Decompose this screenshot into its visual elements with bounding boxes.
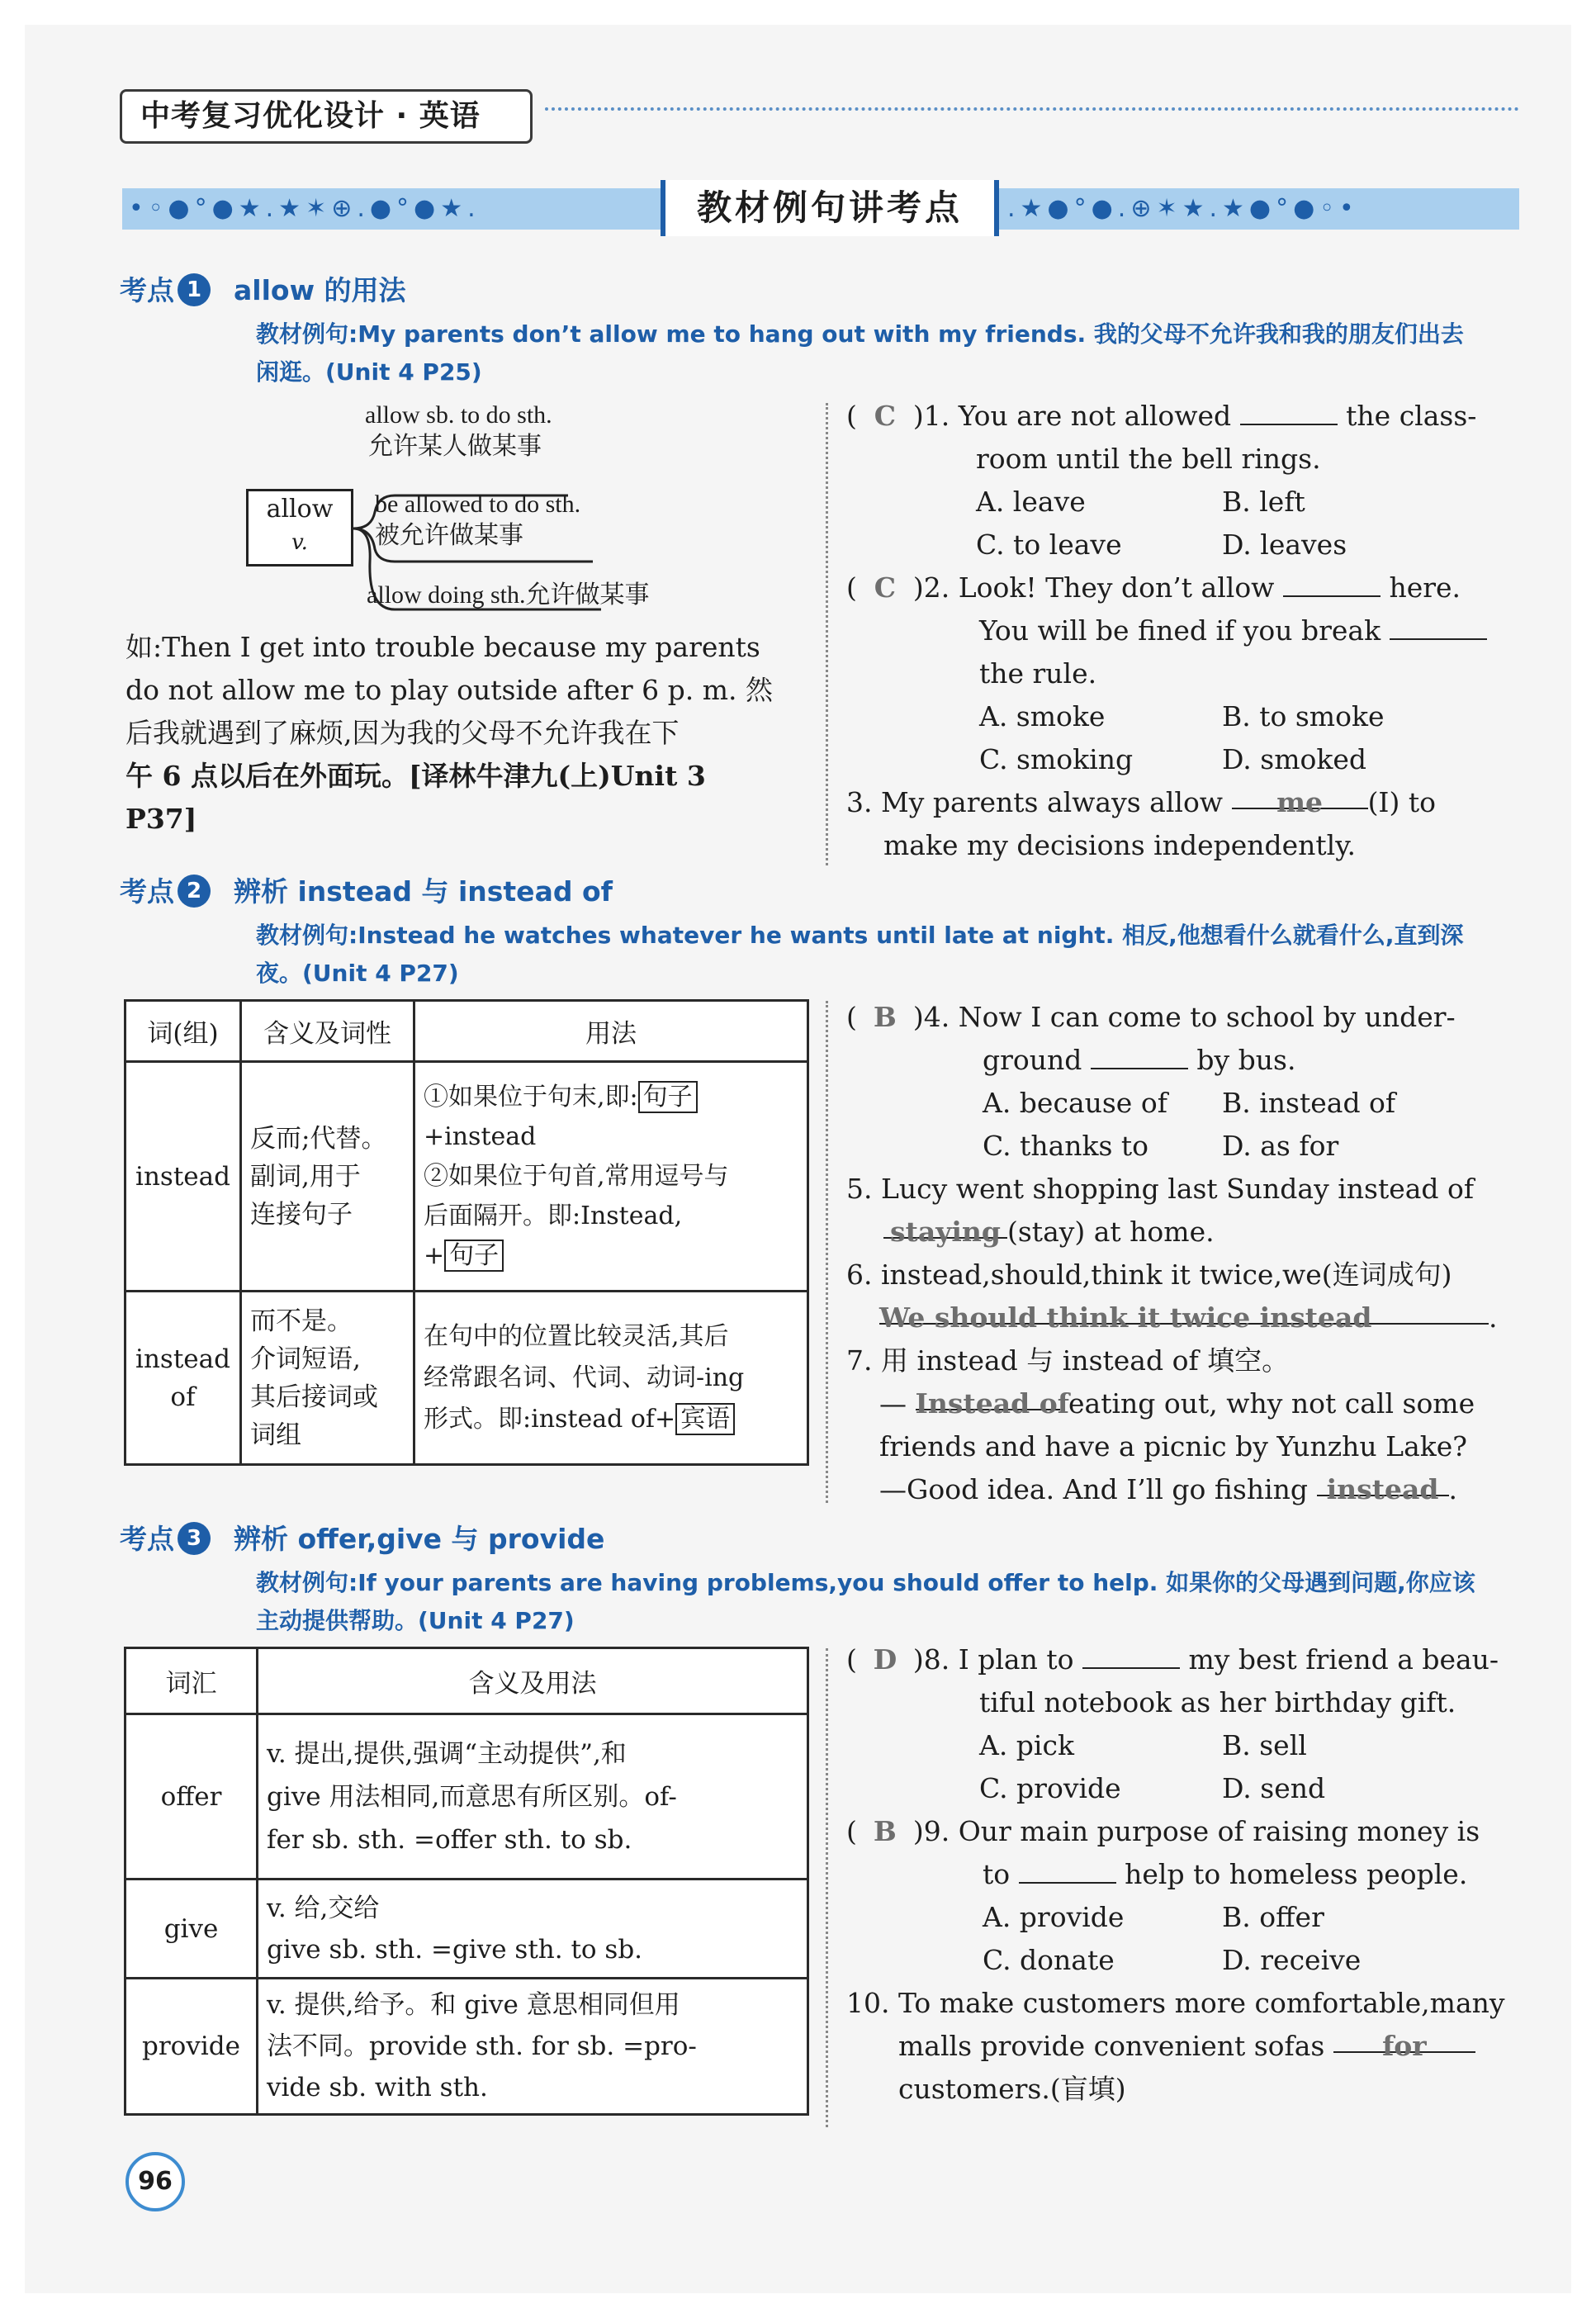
offer-usage: v. 提出,提供,强调“主动提供”,和 give 用法相同,而意思有所区别。of- fer sb. sth. =offer sth. to sb. bbox=[258, 1714, 808, 1880]
q4-row2: ground by bus. bbox=[983, 1039, 1295, 1082]
instead-meaning: 反而;代替。 副词,用于 连接句子 bbox=[241, 1062, 414, 1292]
q1-row2: room until the bell rings. bbox=[976, 443, 1321, 475]
instead-table-row bbox=[126, 1062, 808, 1292]
q8-blank bbox=[1082, 1641, 1180, 1669]
q1-row1: ( C )1. You are not allowed the class- bbox=[846, 395, 1476, 438]
section1-note-line3: 后我就遇到了麻烦,因为我的父母不允许我在下 bbox=[126, 717, 680, 749]
q6-row2: We should think it twice instead . bbox=[879, 1296, 1498, 1339]
section3-column-divider bbox=[826, 1648, 828, 2127]
q9-answer: B bbox=[873, 1815, 897, 1847]
q10-row1: 10. To make customers more comfortable,many bbox=[846, 1987, 1505, 2019]
q5-answer: staying bbox=[883, 1211, 1007, 1239]
q2-option-d: D. smoked bbox=[1222, 743, 1367, 775]
section2-example-line2: 夜。(Unit 4 P27) bbox=[256, 960, 459, 987]
q2-blank1 bbox=[1283, 569, 1381, 597]
instead-of-word: instead of bbox=[126, 1292, 241, 1465]
q4-answer: B bbox=[873, 1001, 897, 1033]
book-title: 中考复习优化设计 · 英语 bbox=[140, 99, 481, 133]
allow-root-pos: v. bbox=[291, 530, 308, 555]
q8-row1: ( D )8. I plan to my best friend a beau- bbox=[846, 1638, 1499, 1681]
instead-of-usage: 在句中的位置比较灵活,其后 经常跟名词、代词、动词-ing 形式。即:instead of+ 宾语 bbox=[414, 1292, 808, 1465]
page-number: 96 bbox=[126, 2152, 185, 2211]
banner-right-decoration: .★●°●.⊕✶★.★●°●◦• bbox=[999, 188, 1519, 230]
q3-row2: make my decisions independently. bbox=[883, 829, 1356, 861]
q3-row1: 3. My parents always allow me (I) to bbox=[846, 781, 1436, 824]
allow-branch3: allow doing sth.允许做某事 bbox=[367, 581, 650, 609]
provide-usage: v. 提供,给予。和 give 意思相同但用 法不同。provide sth. for sb. =pro- vide sb. with sth. bbox=[258, 1979, 808, 2115]
section2-title: 辨析 instead 与 instead of bbox=[234, 875, 613, 908]
instead-table-header-meaning: 含义及词性 bbox=[241, 1001, 414, 1062]
section2-column-divider bbox=[826, 1001, 828, 1503]
q1-option-a: A. leave bbox=[976, 486, 1086, 518]
q1-option-c: C. to leave bbox=[976, 529, 1122, 561]
q2-option-a: A. smoke bbox=[979, 700, 1106, 732]
q8-row2: tiful notebook as her birthday gift. bbox=[979, 1686, 1456, 1718]
q2-blank2 bbox=[1390, 612, 1487, 640]
q2-row3: the rule. bbox=[979, 657, 1097, 690]
allow-branch2-en: be allowed to do sth. bbox=[375, 491, 581, 518]
q7-row2: — Instead of eating out, why not call some bbox=[879, 1382, 1475, 1425]
q4-option-c: C. thanks to bbox=[983, 1130, 1149, 1162]
q9-row1: ( B )9. Our main purpose of raising money is bbox=[846, 1810, 1480, 1853]
q7-row4: —Good idea. And I’ll go fishing instead . bbox=[879, 1468, 1457, 1511]
instead-table-header-usage: 用法 bbox=[414, 1001, 808, 1062]
section1-example-line2: 闲逛。(Unit 4 P25) bbox=[256, 358, 482, 386]
q9-blank bbox=[1019, 1856, 1116, 1884]
q7-answer1: Instead of bbox=[916, 1382, 1060, 1410]
header-dotted-rule bbox=[545, 107, 1519, 111]
provide-word: provide bbox=[126, 1979, 258, 2115]
instead-table bbox=[124, 999, 809, 1466]
section1-example-line1: 教材例句:My parents don’t allow me to hang out with my friends. 我的父母不允许我和我的朋友们出去 bbox=[256, 320, 1464, 348]
banner-title: 教材例句讲考点 bbox=[661, 180, 999, 236]
q2-option-c: C. smoking bbox=[979, 743, 1134, 775]
q9-option-c: C. donate bbox=[983, 1944, 1115, 1976]
q1-option-b: B. left bbox=[1222, 486, 1305, 518]
offer-give-provide-table bbox=[124, 1647, 809, 2116]
section1-heading: 考点 1 allow 的用法 bbox=[120, 274, 406, 306]
offer-word: offer bbox=[126, 1714, 258, 1880]
q10-answer: for bbox=[1333, 2025, 1475, 2053]
q1-blank bbox=[1240, 397, 1338, 425]
give-row bbox=[126, 1880, 808, 1979]
give-word: give bbox=[126, 1880, 258, 1979]
q2-answer: C bbox=[874, 571, 896, 604]
vocab-table-header-meaning: 含义及用法 bbox=[258, 1648, 808, 1714]
q5-row2: staying (stay) at home. bbox=[883, 1211, 1215, 1254]
q8-option-c: C. provide bbox=[979, 1772, 1121, 1804]
book-title-box bbox=[120, 89, 533, 144]
section2-heading: 考点 2 辨析 instead 与 instead of bbox=[120, 875, 613, 908]
q10-row2: malls provide convenient sofas for bbox=[898, 2025, 1475, 2068]
section3-heading: 考点 3 辨析 offer,give 与 provide bbox=[120, 1523, 605, 1555]
sentence-box: 句子 bbox=[444, 1240, 504, 1272]
q7-answer2: instead bbox=[1317, 1468, 1449, 1496]
q2-row1: ( C )2. Look! They don’t allow here. bbox=[846, 566, 1461, 609]
sentence-box: 句子 bbox=[638, 1081, 698, 1113]
q9-option-a: A. provide bbox=[983, 1901, 1125, 1933]
q1-answer: C bbox=[874, 400, 896, 432]
instead-of-table-row bbox=[126, 1292, 808, 1465]
allow-branch2-cn: 被允许做某事 bbox=[375, 521, 523, 550]
allow-branch1-en: allow sb. to do sth. bbox=[365, 401, 552, 429]
offer-row bbox=[126, 1714, 808, 1880]
section3-example-line2: 主动提供帮助。(Unit 4 P27) bbox=[256, 1607, 575, 1634]
q9-option-b: B. offer bbox=[1222, 1901, 1324, 1933]
q6-answer: We should think it twice instead bbox=[879, 1296, 1489, 1325]
q8-option-a: A. pick bbox=[979, 1729, 1074, 1761]
q8-answer: D bbox=[873, 1643, 897, 1676]
q8-option-d: D. send bbox=[1222, 1772, 1326, 1804]
banner-left-decoration: •◦●°●★.★✶⊕.●°●★. bbox=[122, 188, 661, 230]
section1-number-badge: 1 bbox=[178, 273, 211, 306]
instead-table-header-word: 词(组) bbox=[126, 1001, 241, 1062]
q4-row1: ( B )4. Now I can come to school by under- bbox=[846, 996, 1456, 1039]
q4-option-a: A. because of bbox=[983, 1087, 1167, 1119]
allow-root-word: allow bbox=[266, 495, 334, 524]
section3-number-badge: 3 bbox=[178, 1522, 211, 1555]
section1-note-line1: 如:Then I get into trouble because my parents bbox=[126, 631, 760, 663]
section1-note-line5: P37] bbox=[126, 803, 197, 835]
section2-number-badge: 2 bbox=[178, 875, 211, 908]
q9-option-d: D. receive bbox=[1222, 1944, 1362, 1976]
section3-title: 辨析 offer,give 与 provide bbox=[234, 1523, 605, 1555]
q2-row2: You will be fined if you break bbox=[979, 609, 1487, 652]
instead-of-meaning: 而不是。 介词短语, 其后接词或 词组 bbox=[241, 1292, 414, 1465]
q7-row1: 7. 用 instead 与 instead of 填空。 bbox=[846, 1344, 1290, 1377]
section1-column-divider bbox=[826, 403, 828, 865]
allow-branch1-cn: 允许某人做某事 bbox=[368, 432, 542, 461]
provide-row bbox=[126, 1979, 808, 2115]
section1-title: allow 的用法 bbox=[234, 274, 406, 306]
section2-example-line1: 教材例句:Instead he watches whatever he wants until late at night. 相反,他想看什么就看什么,直到深 bbox=[256, 922, 1464, 949]
q1-option-d: D. leaves bbox=[1222, 529, 1347, 561]
q3-answer: me bbox=[1232, 781, 1368, 809]
q7-row3: friends and have a picnic by Yunzhu Lake? bbox=[879, 1430, 1467, 1462]
q5-row1: 5. Lucy went shopping last Sunday instead of bbox=[846, 1173, 1475, 1205]
object-box: 宾语 bbox=[675, 1403, 735, 1435]
section1-note-line4: 午 6 点以后在外面玩。[译林牛津九(上)Unit 3 bbox=[126, 760, 706, 792]
q4-blank bbox=[1091, 1041, 1188, 1069]
vocab-table-header-word: 词汇 bbox=[126, 1648, 258, 1714]
instead-word: instead bbox=[126, 1062, 241, 1292]
q2-option-b: B. to smoke bbox=[1222, 700, 1385, 732]
allow-root-box bbox=[246, 489, 353, 566]
q9-row2: to help to homeless people. bbox=[983, 1853, 1467, 1896]
give-usage: v. 给,交给 give sb. sth. =give sth. to sb. bbox=[258, 1880, 808, 1979]
q8-option-b: B. sell bbox=[1222, 1729, 1307, 1761]
q4-option-b: B. instead of bbox=[1222, 1087, 1396, 1119]
q10-row3: customers.(盲填) bbox=[898, 2073, 1126, 2105]
section3-example-line1: 教材例句:If your parents are having problems,you should offer to help. 如果你的父母遇到问题,你应该 bbox=[256, 1569, 1475, 1596]
section1-note-line2: do not allow me to play outside after 6 p. m. 然 bbox=[126, 674, 773, 706]
instead-usage: ①如果位于句末,即: 句子 +instead ②如果位于句首,常用逗号与 后面隔开。即:Instead, + 句子 bbox=[414, 1062, 808, 1292]
q4-option-d: D. as for bbox=[1222, 1130, 1339, 1162]
q6-row1: 6. instead,should,think it twice,we(连词成句) bbox=[846, 1259, 1452, 1291]
